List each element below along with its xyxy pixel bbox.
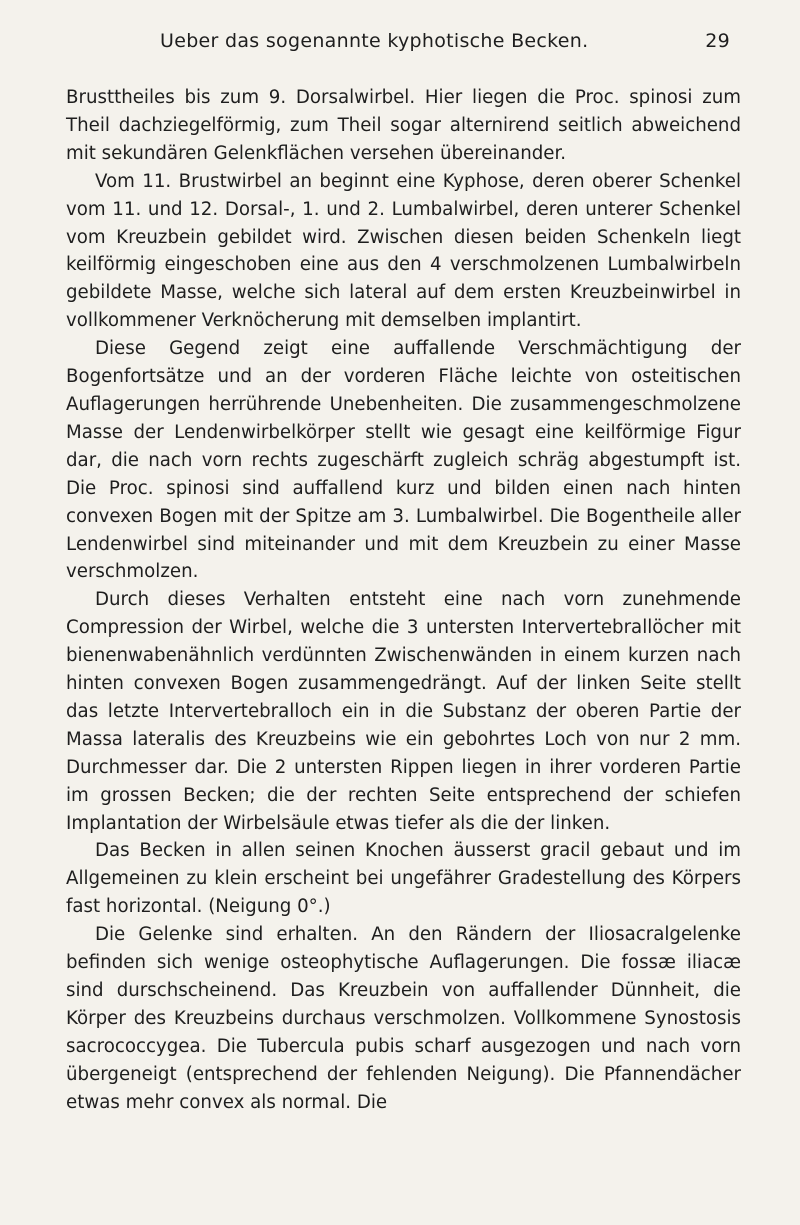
paragraph-5: Das Becken in allen seinen Knochen äusserst gracil gebaut und im Allgemeinen zu klein erscheint bei ungefährer Gradestellung des Körpers fast horizontal. (Neigung 0°.) xyxy=(66,840,741,918)
page-number: 29 xyxy=(705,30,730,52)
paragraph-6: Die Gelenke sind erhalten. An den Rändern der Iliosacralgelenke befinden sich wenige osteophytische Auflagerungen. Die fossæ iliacæ sind durschscheinend. Das Kreuzbein von auffallender Dünnheit, die Körper des Kreuzbeins durchaus verschmolzen. Vollkommene Synostosis sacrococcygea. Die Tubercula pubis scharf ausgezogen und nach vorn übergeneigt (entsprechend der fehlenden Neigung). Die Pfannendächer etwas mehr convex als normal. Die xyxy=(66,924,741,1113)
paragraph-3: Diese Gegend zeigt eine auffallende Verschmächtigung der Bogenfortsätze und an der vorderen Fläche leichte von osteitischen Auflagerungen herrührende Unebenheiten. Die zusammengeschmolzene Masse der Lendenwirbelkörper stellt wie gesagt eine keilförmige Figur dar, die nach vorn rechts zugeschärft zugleich schräg abgestumpft ist. Die Proc. spinosi sind auffallend kurz und bilden einen nach hinten convexen Bogen mit der Spitze am 3. Lumbalwirbel. Die Bogentheile aller Lendenwirbel sind miteinander und mit dem Kreuzbein zu einer Masse verschmolzen. xyxy=(66,338,741,583)
paragraph-4: Durch dieses Verhalten entsteht eine nach vorn zunehmende Compression der Wirbel, welche die 3 untersten Intervertebrallöcher mit bienenwabenähnlich verdünnten Zwischenwänden in einem kurzen nach hinten convexen Bogen zusammengedrängt. Auf der linken Seite stellt das letzte Intervertebralloch ein in die Substanz der oberen Partie der Massa lateralis des Kreuzbeins wie ein gebohrtes Loch von nur 2 mm. Durchmesser dar. Die 2 untersten Rippen liegen in ihrer vorderen Partie im grossen Becken; die der rechten Seite entsprechend der schiefen Implantation der Wirbelsäule etwas tiefer als die der linken. xyxy=(66,589,741,834)
body-text xyxy=(66,84,741,1117)
running-header xyxy=(160,30,730,60)
running-title: Ueber das sogenannte kyphotische Becken. xyxy=(160,30,589,52)
paragraph-2: Vom 11. Brustwirbel an beginnt eine Kyphose, deren oberer Schenkel vom 11. und 12. Dorsal-, 1. und 2. Lumbalwirbel, deren unterer Schenkel vom Kreuzbein gebildet wird. Zwischen diesen beiden Schenkeln liegt keilförmig eingeschoben eine aus den 4 verschmolzenen Lumbalwirbeln gebildete Masse, welche sich lateral auf dem ersten Kreuzbeinwirbel in vollkommener Verknöcherung mit demselben implantirt. xyxy=(66,170,741,332)
paragraph-1: Brusttheiles bis zum 9. Dorsalwirbel. Hier liegen die Proc. spinosi zum Theil dachziegelförmig, zum Theil sogar alternirend seitlich abweichend mit sekundären Gelenkflächen versehen übereinander. xyxy=(66,87,741,164)
